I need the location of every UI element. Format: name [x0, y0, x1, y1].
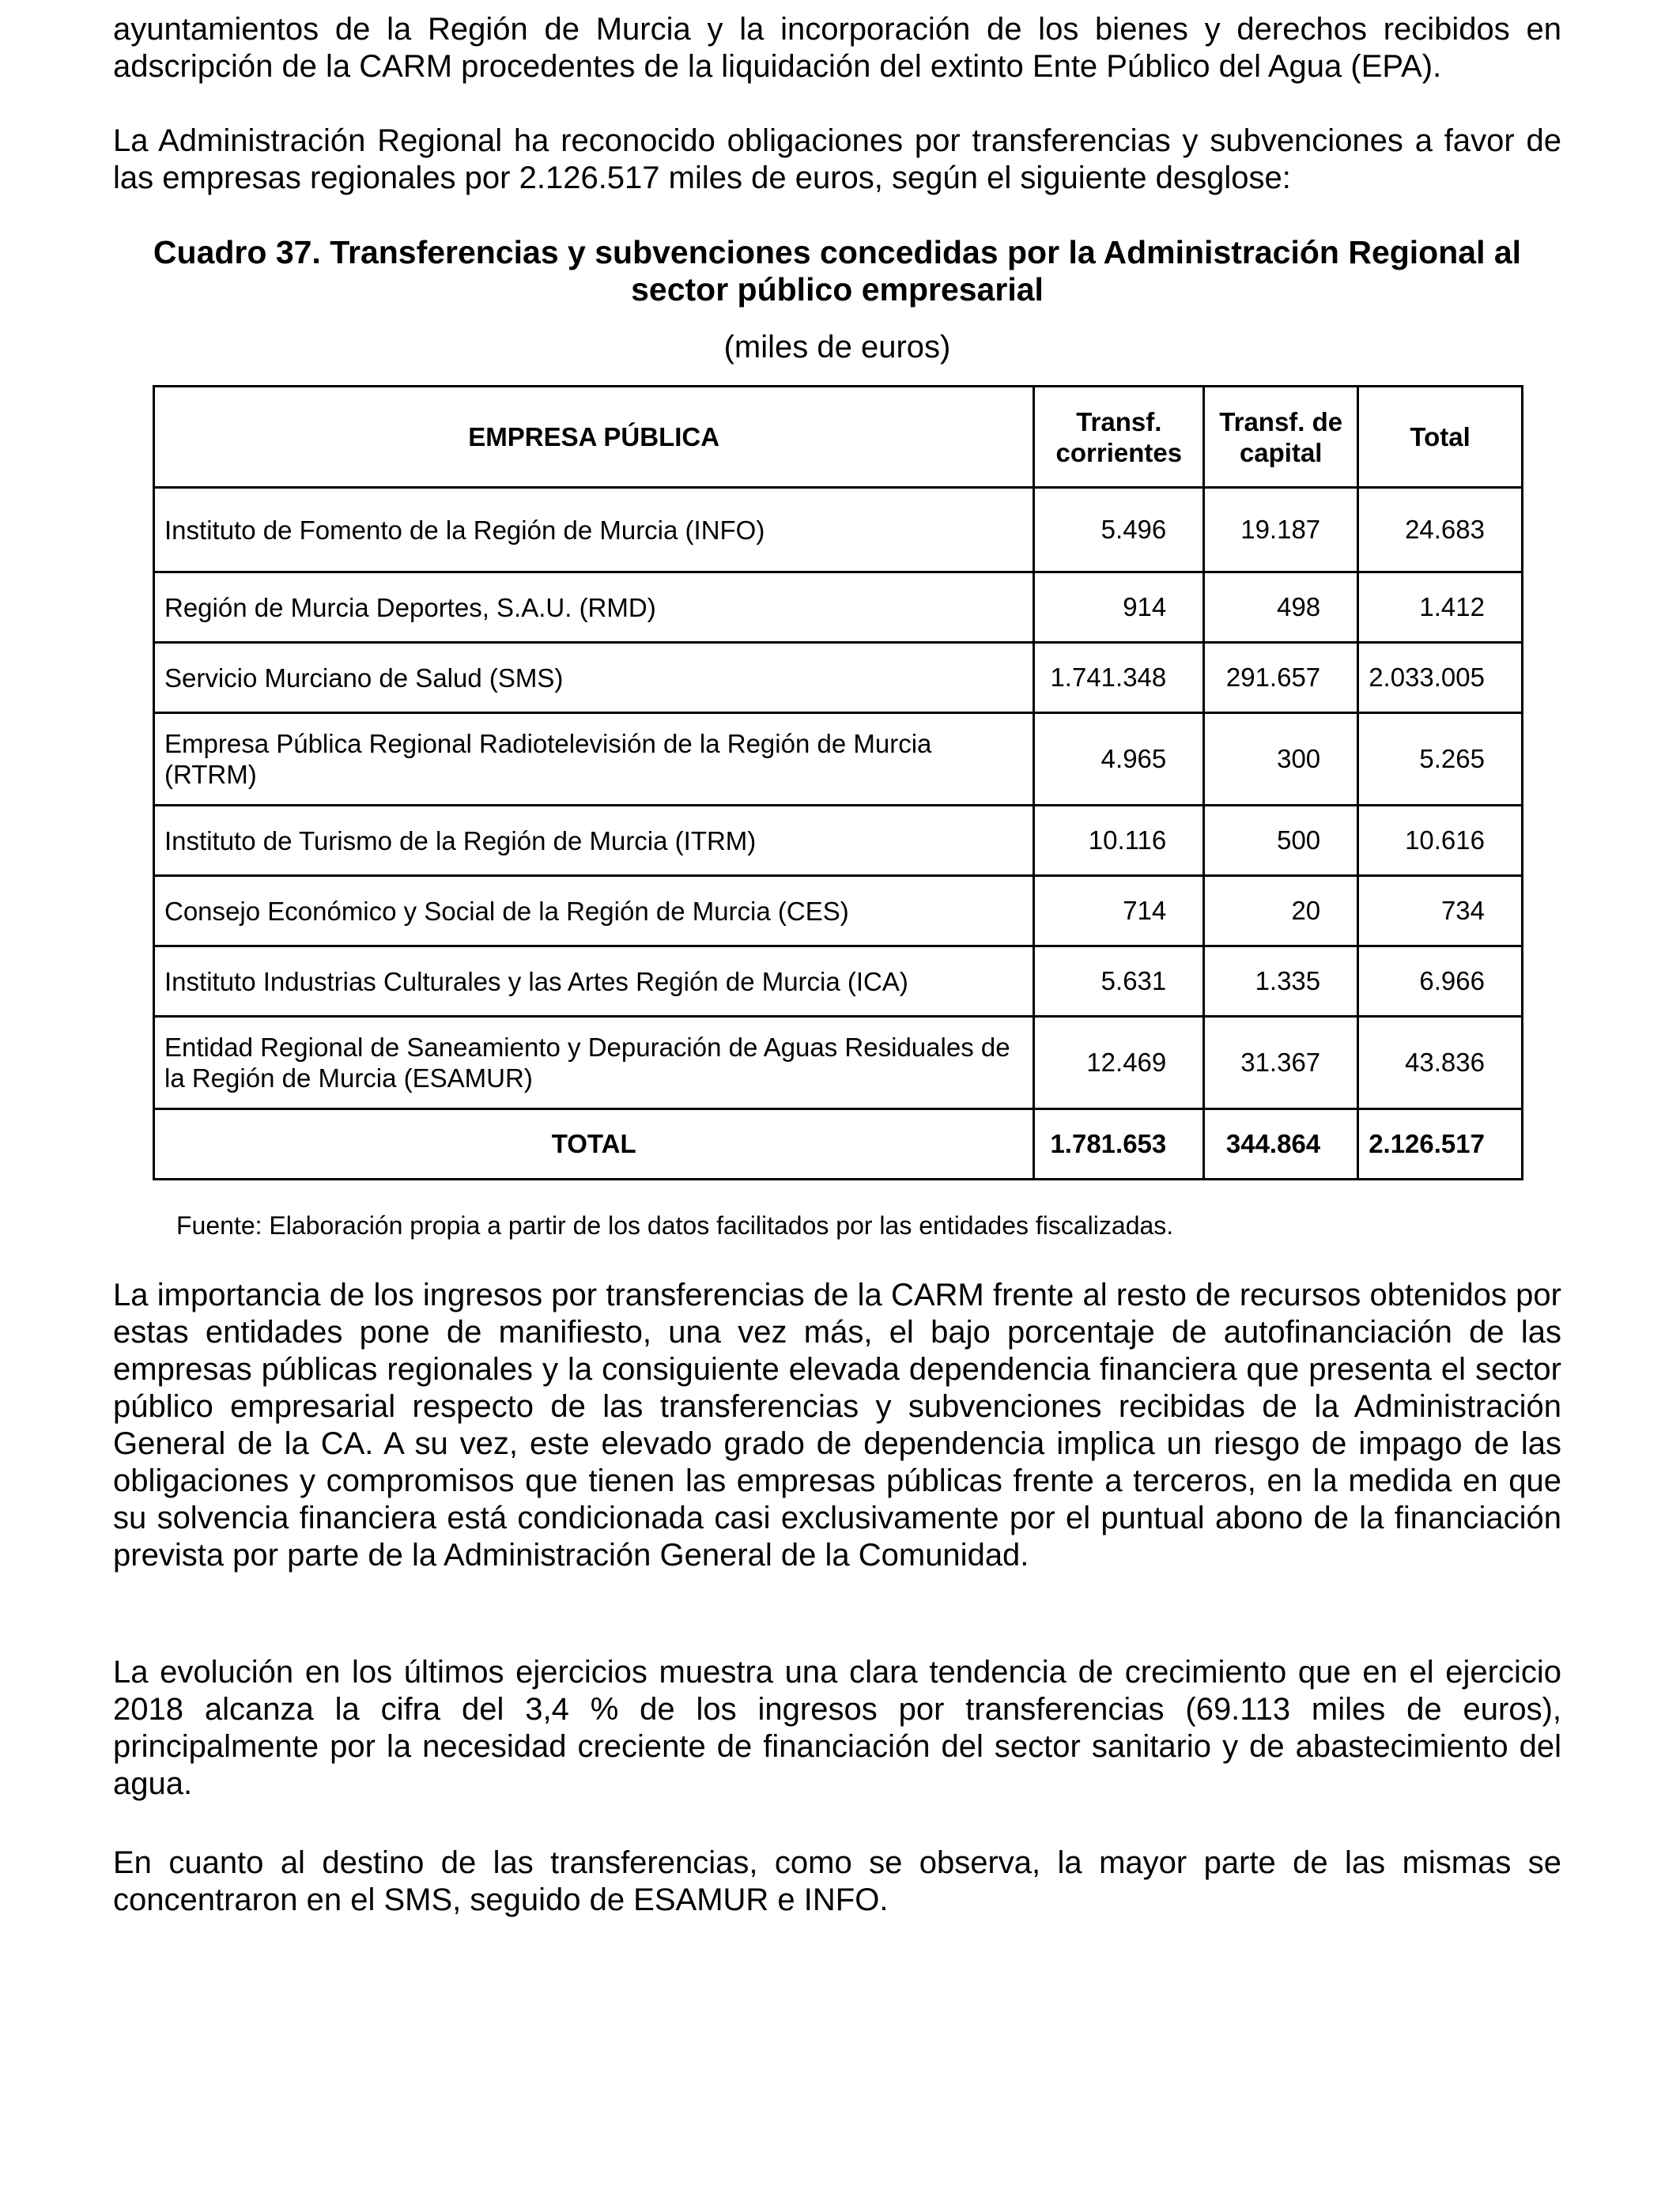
row-name: Entidad Regional de Saneamiento y Depuración de Aguas Residuales de la Región de Murcia (ESAMUR) [154, 1017, 1034, 1109]
row-total: 734 [1358, 876, 1523, 946]
row-corrientes: 5.496 [1034, 488, 1204, 572]
table-row [154, 643, 1523, 713]
row-total: 5.265 [1358, 713, 1523, 806]
header-corrientes-line2: corrientes [1055, 437, 1183, 467]
table-row [154, 488, 1523, 572]
table-row [154, 1017, 1523, 1109]
paragraph-intro: ayuntamientos de la Región de Murcia y la incorporación de los bienes y derechos recibidos en adscripción de la CARM procedentes de la liquidación del extinto Ente Público del Agua (EPA). [113, 12, 1561, 84]
total-label: TOTAL [154, 1109, 1034, 1180]
header-capital [1204, 387, 1358, 488]
row-corrientes: 5.631 [1034, 946, 1204, 1017]
caption-line-1: Cuadro 37. Transferencias y subvenciones concedidas por la Administración Regional al [153, 234, 1522, 270]
total-capital: 344.864 [1204, 1109, 1358, 1180]
total-row [154, 1109, 1523, 1180]
header-corrientes-line1: Transf. [1076, 406, 1162, 436]
header-capital-line1: Transf. de [1219, 406, 1343, 436]
row-capital: 1.335 [1204, 946, 1358, 1017]
table-row [154, 572, 1523, 643]
row-name: Instituto de Turismo de la Región de Murcia (ITRM) [154, 806, 1034, 876]
row-name: Empresa Pública Regional Radiotelevisión de la Región de Murcia (RTRM) [154, 713, 1034, 806]
paragraph-dependence: La importancia de los ingresos por transferencias de la CARM frente al resto de recursos obtenidos por estas entidades pone de manifiesto, una vez más, el bajo porcentaje de autofinanciación de las empresas públicas regionales y la consiguiente elevada dependencia financiera que presenta el sector público empresarial respecto de las transferencias y subvenciones recibidas de la Administración General de la CA. A su vez, este elevado grado de dependencia implica un riesgo de impago de las obligaciones y compromisos que tienen las empresas públicas frente a terceros, en la medida en que su solvencia financiera está condicionada casi exclusivamente por el puntual abono de la financiación prevista por parte de la Administración General de la Comunidad. [113, 1278, 1561, 1573]
row-name: Consejo Económico y Social de la Región de Murcia (CES) [154, 876, 1034, 946]
total-corrientes: 1.781.653 [1034, 1109, 1204, 1180]
caption-line-2: sector público empresarial [631, 271, 1044, 308]
row-capital: 500 [1204, 806, 1358, 876]
row-capital: 291.657 [1204, 643, 1358, 713]
row-capital: 20 [1204, 876, 1358, 946]
row-name: Instituto de Fomento de la Región de Murcia (INFO) [154, 488, 1034, 572]
row-total: 1.412 [1358, 572, 1523, 643]
row-corrientes: 714 [1034, 876, 1204, 946]
row-corrientes: 12.469 [1034, 1017, 1204, 1109]
header-total: Total [1358, 387, 1523, 488]
row-name: Instituto Industrias Culturales y las Artes Región de Murcia (ICA) [154, 946, 1034, 1017]
row-capital: 498 [1204, 572, 1358, 643]
table-source: Fuente: Elaboración propia a partir de los datos facilitados por las entidades fiscalizadas. [176, 1211, 1174, 1240]
paragraph-destination: En cuanto al destino de las transferencias, como se observa, la mayor parte de las mismas se concentraron en el SMS, seguido de ESAMUR e INFO. [113, 1845, 1561, 1917]
row-corrientes: 914 [1034, 572, 1204, 643]
row-name: Servicio Murciano de Salud (SMS) [154, 643, 1034, 713]
row-total: 2.033.005 [1358, 643, 1523, 713]
row-capital: 31.367 [1204, 1017, 1358, 1109]
row-total: 10.616 [1358, 806, 1523, 876]
row-corrientes: 1.741.348 [1034, 643, 1204, 713]
table-header-row [154, 387, 1523, 488]
paragraph-obligations: La Administración Regional ha reconocido obligaciones por transferencias y subvenciones a favor de las empresas regionales por 2.126.517 miles de euros, según el siguiente desglose: [113, 123, 1561, 195]
transfers-table [153, 385, 1523, 1180]
row-corrientes: 10.116 [1034, 806, 1204, 876]
paragraph-evolution: La evolución en los últimos ejercicios muestra una clara tendencia de crecimiento que en el ejercicio 2018 alcanza la cifra del 3,4 % de los ingresos por transferencias (69.113 miles de euros), principalmente por la necesidad creciente de financiación del sector sanitario y de abastecimiento del agua. [113, 1655, 1561, 1801]
table-row [154, 713, 1523, 806]
row-total: 6.966 [1358, 946, 1523, 1017]
header-capital-line2: capital [1239, 437, 1323, 467]
table-caption [113, 234, 1561, 308]
table-units: (miles de euros) [723, 330, 951, 364]
row-total: 24.683 [1358, 488, 1523, 572]
table-row [154, 876, 1523, 946]
row-name: Región de Murcia Deportes, S.A.U. (RMD) [154, 572, 1034, 643]
table-row [154, 806, 1523, 876]
row-capital: 19.187 [1204, 488, 1358, 572]
header-corrientes [1034, 387, 1204, 488]
row-corrientes: 4.965 [1034, 713, 1204, 806]
table-row [154, 946, 1523, 1017]
header-empresa: EMPRESA PÚBLICA [154, 387, 1034, 488]
row-capital: 300 [1204, 713, 1358, 806]
total-total: 2.126.517 [1358, 1109, 1523, 1180]
row-total: 43.836 [1358, 1017, 1523, 1109]
